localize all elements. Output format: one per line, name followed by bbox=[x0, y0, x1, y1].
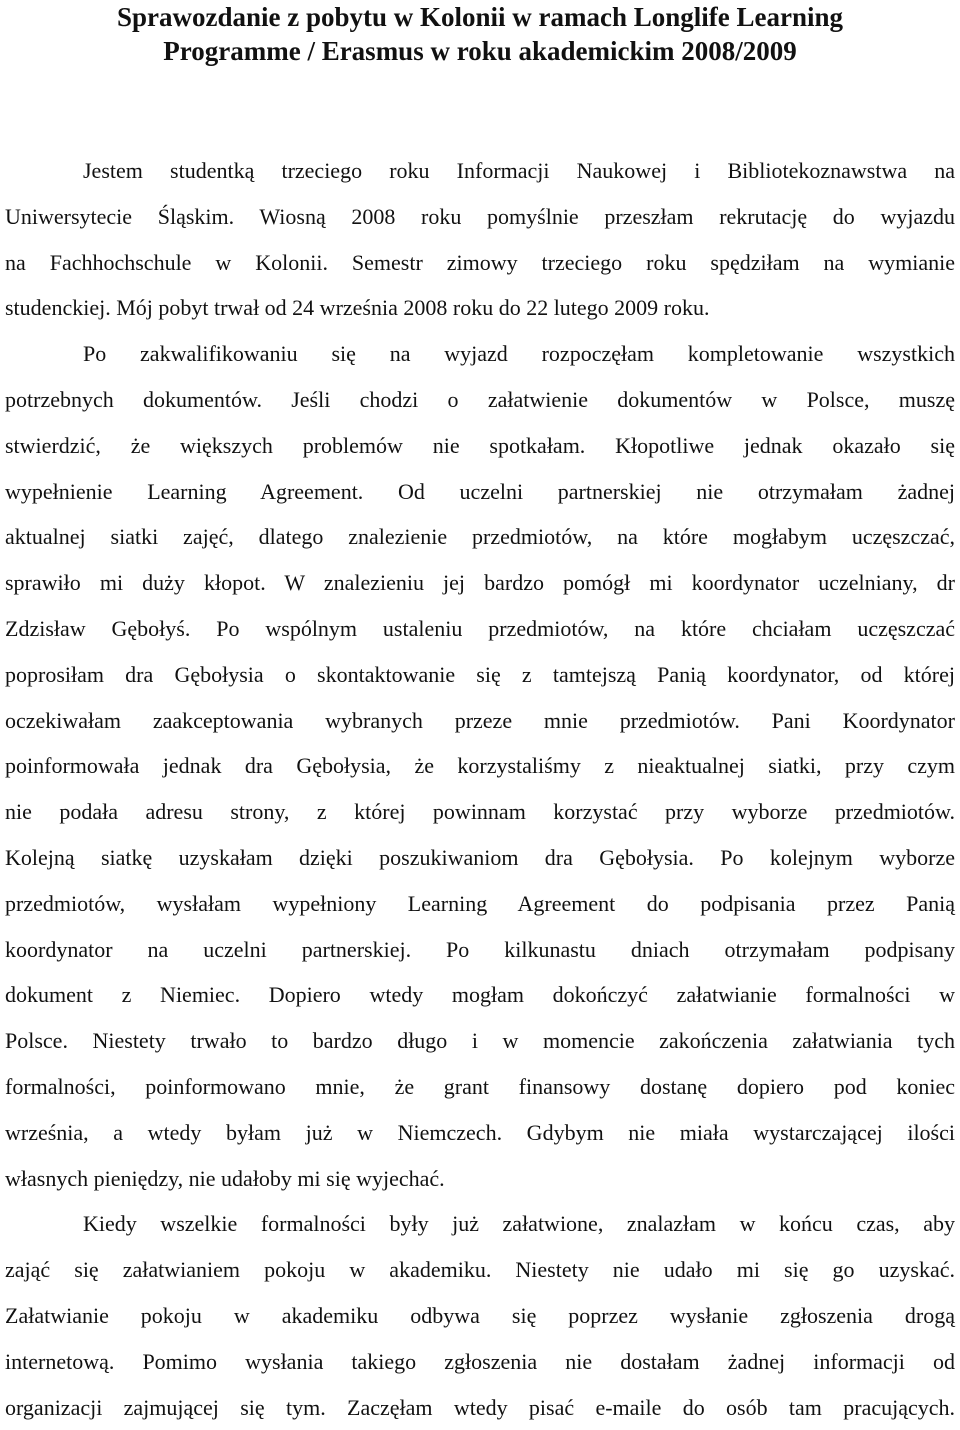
text-line: organizacji zajmującej się tym. Zaczęłam wtedy pisać e-maile do osób tam pracujących. bbox=[5, 1394, 955, 1420]
text-line: aktualnej siatki zajęć, dlatego znalezienie przedmiotów, na które mogłabym uczęszczać, bbox=[5, 524, 955, 550]
text-line: na Fachhochschule w Kolonii. Semestr zimowy trzeciego roku spędziłam na wymianie bbox=[5, 249, 955, 275]
text-line: zająć się załatwianiem pokoju w akademiku. Niestety nie udało mi się go uzyskać. bbox=[5, 1257, 955, 1283]
text-line: internetową. Pomimo wysłania takiego zgłoszenia nie dostałam żadnej informacji od bbox=[5, 1348, 955, 1374]
text-line: sprawiło mi duży kłopot. W znalezieniu jej bardzo pomógł mi koordynator uczelniany, dr bbox=[5, 570, 955, 596]
text-line: poprosiłam dra Gębołysia o skontaktowanie się z tamtejszą Panią koordynator, od której bbox=[5, 661, 955, 687]
text-line: koordynator na uczelni partnerskiej. Po kilkunastu dniach otrzymałam podpisany bbox=[5, 936, 955, 962]
text-line: nie podała adresu strony, z której powinnam korzystać przy wyborze przedmiotów. bbox=[5, 799, 955, 825]
text-line: września, a wtedy byłam już w Niemczech. Gdybym nie miała wystarczającej ilości bbox=[5, 1119, 955, 1145]
title-line-1: Sprawozdanie z pobytu w Kolonii w ramach Longlife Learning bbox=[116, 2, 844, 32]
text-line: Kiedy wszelkie formalności były już załatwione, znalazłam w końcu czas, aby bbox=[83, 1211, 955, 1237]
text-line: poinformowała jednak dra Gębołysia, że korzystaliśmy z nieaktualnej siatki, przy czym bbox=[5, 753, 955, 779]
text-line: studenckiej. Mój pobyt trwał od 24 września 2008 roku do 22 lutego 2009 roku. bbox=[5, 295, 710, 321]
text-line: stwierdzić, że większych problemów nie spotkałam. Kłopotliwe jednak okazało się bbox=[5, 432, 955, 458]
text-line: Polsce. Niestety trwało to bardzo długo i w momencie zakończenia załatwiania tych bbox=[5, 1028, 955, 1054]
document-title bbox=[0, 0, 960, 68]
text-line: oczekiwałam zaakceptowania wybranych przeze mnie przedmiotów. Pani Koordynator bbox=[5, 707, 955, 733]
text-line: dokument z Niemiec. Dopiero wtedy mogłam dokończyć załatwianie formalności w bbox=[5, 982, 955, 1008]
document-body bbox=[5, 148, 955, 1430]
text-line: Uniwersytecie Śląskim. Wiosną 2008 roku pomyślnie przeszłam rekrutację do wyjazdu bbox=[5, 203, 955, 229]
text-line: Kolejną siatkę uzyskałam dzięki poszukiwaniom dra Gębołysia. Po kolejnym wyborze bbox=[5, 844, 955, 870]
text-line: własnych pieniędzy, nie udałoby mi się wyjechać. bbox=[5, 1165, 445, 1191]
text-line: Załatwianie pokoju w akademiku odbywa się poprzez wysłanie zgłoszenia drogą bbox=[5, 1302, 955, 1328]
text-line: Po zakwalifikowaniu się na wyjazd rozpoczęłam kompletowanie wszystkich bbox=[83, 341, 955, 367]
text-line: formalności, poinformowano mnie, że grant finansowy dostanę dopiero pod koniec bbox=[5, 1073, 955, 1099]
text-line: przedmiotów, wysłałam wypełniony Learning Agreement do podpisania przez Panią bbox=[5, 890, 955, 916]
text-line: potrzebnych dokumentów. Jeśli chodzi o załatwienie dokumentów w Polsce, muszę bbox=[5, 386, 955, 412]
text-line: wypełnienie Learning Agreement. Od uczelni partnerskiej nie otrzymałam żadnej bbox=[5, 478, 955, 504]
text-line: Jestem studentką trzeciego roku Informacji Naukowej i Bibliotekoznawstwa na bbox=[83, 158, 955, 183]
text-line: Zdzisław Gębołyś. Po wspólnym ustaleniu przedmiotów, na które chciałam uczęszczać bbox=[5, 615, 955, 641]
title-line-2: Programme / Erasmus w roku akademickim 2008/2009 bbox=[163, 36, 797, 66]
